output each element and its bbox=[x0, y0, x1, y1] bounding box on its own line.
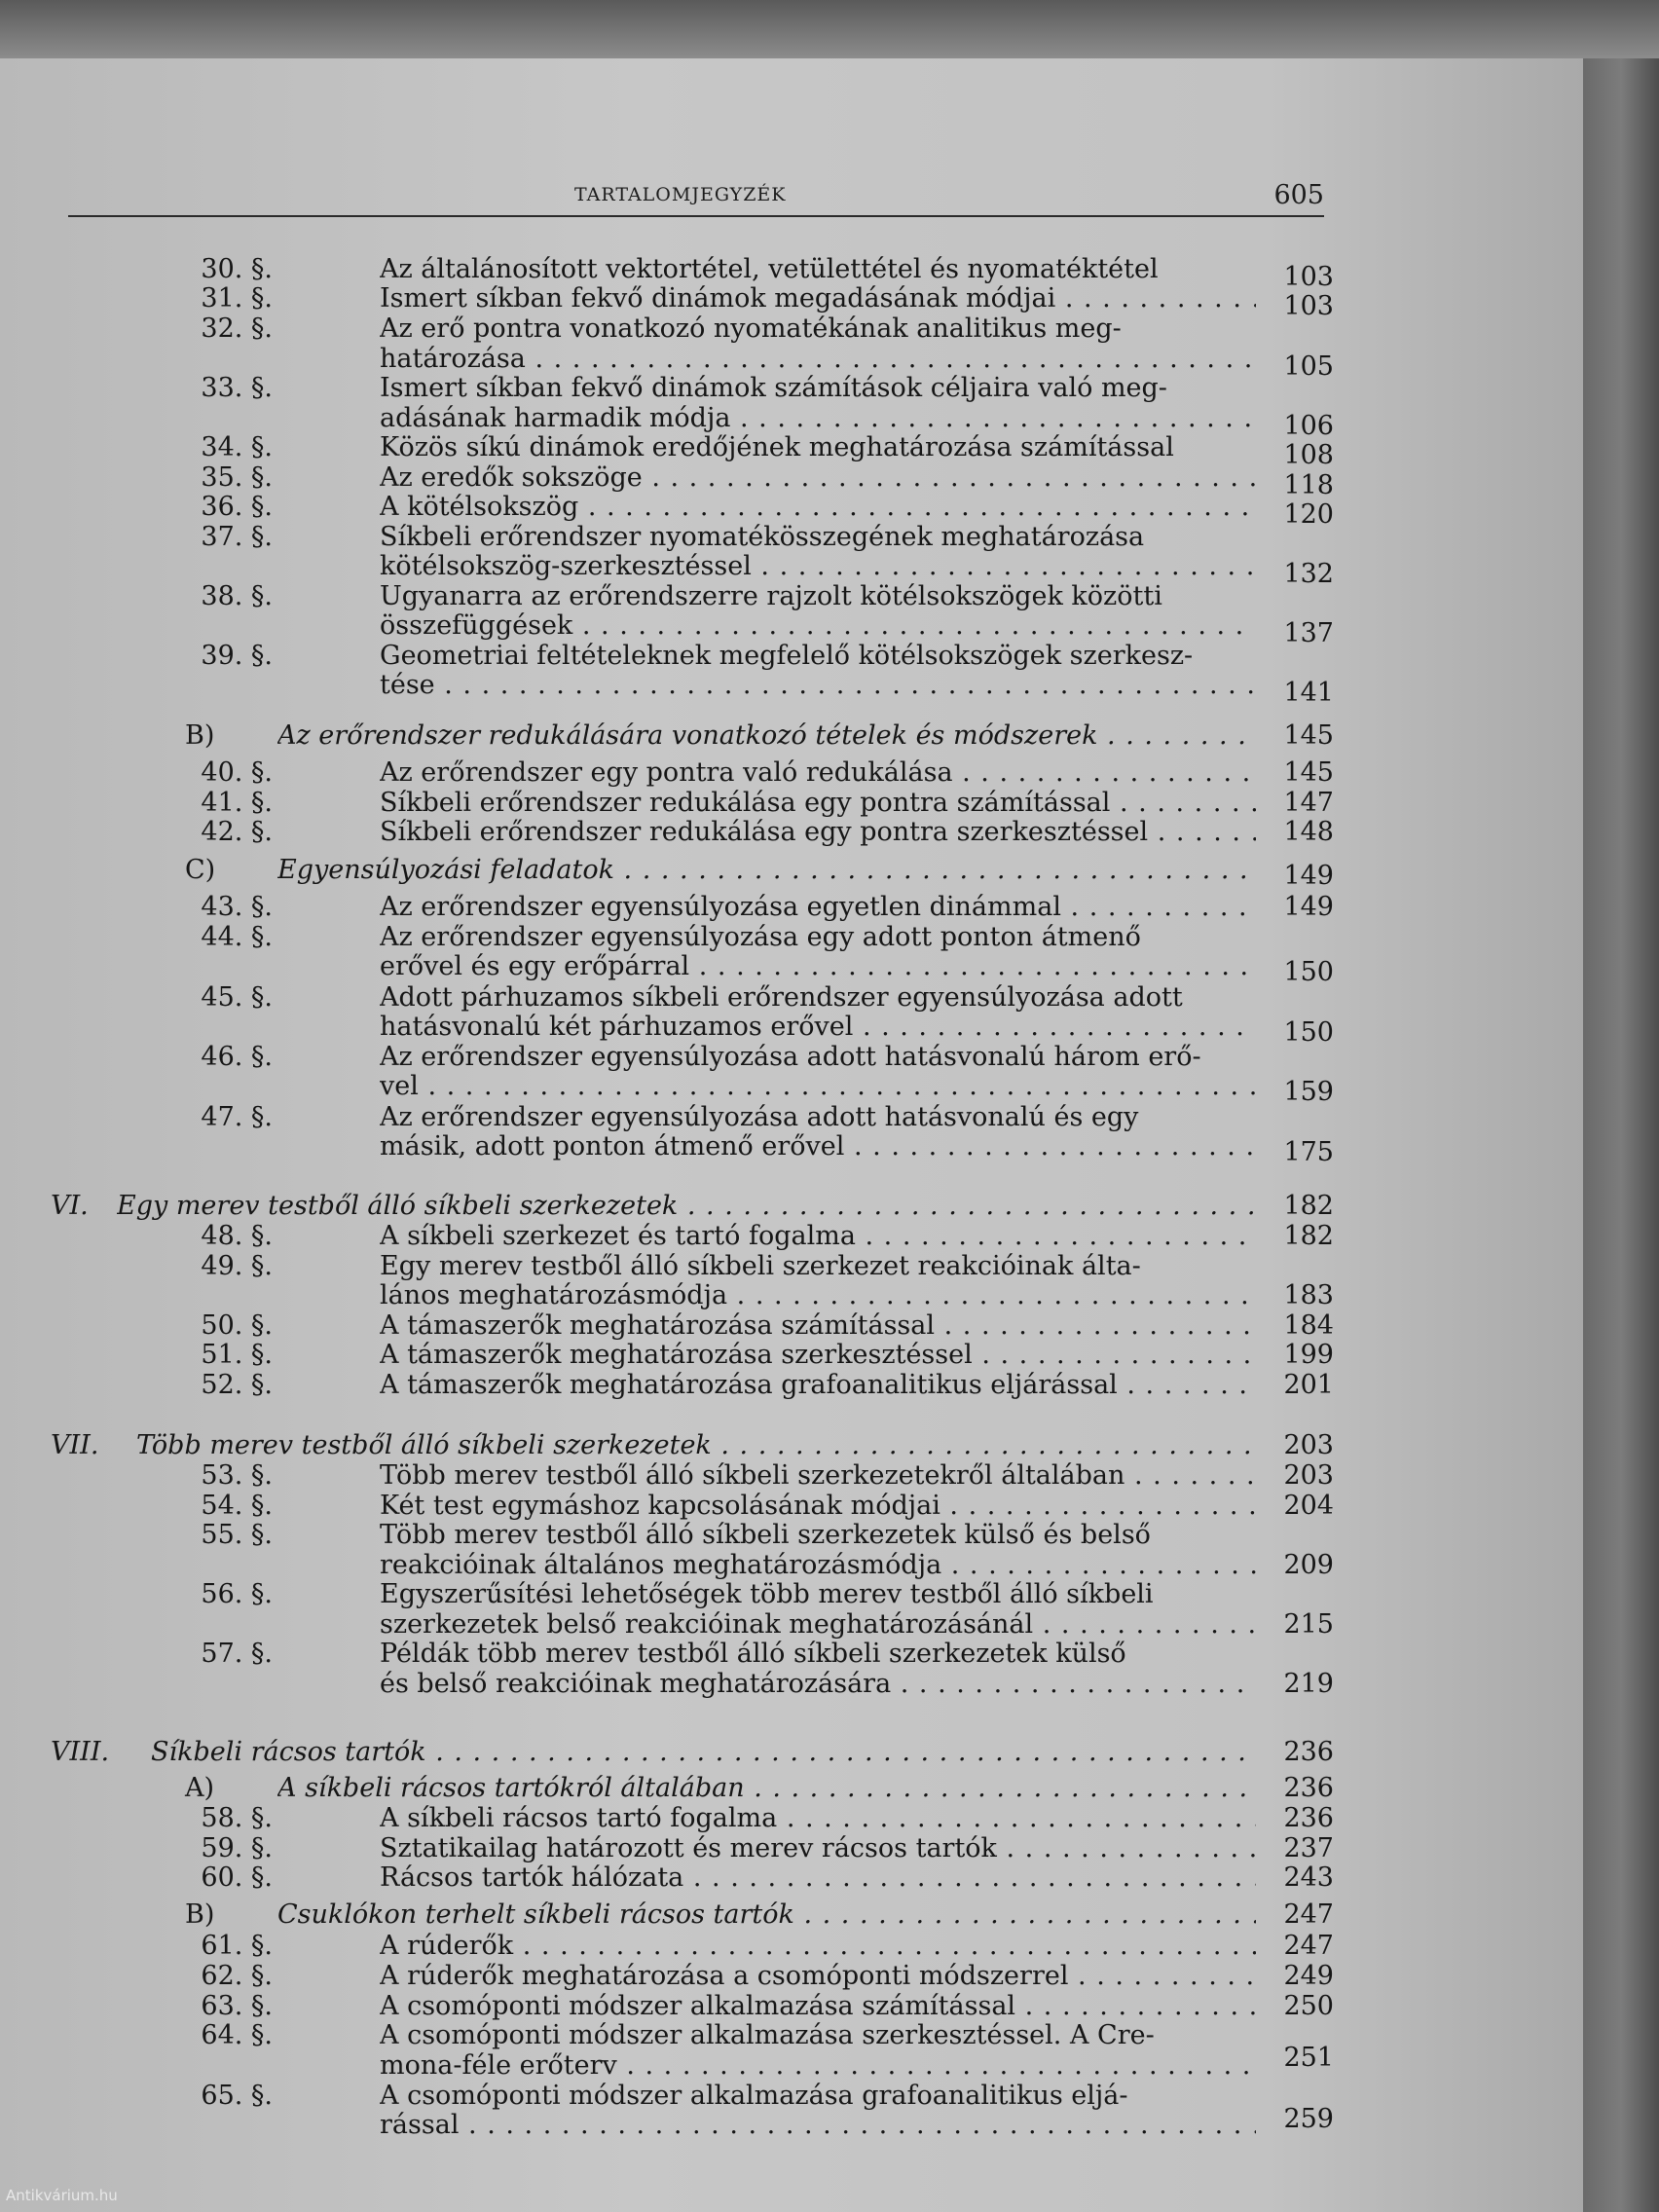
entry-page: 103 bbox=[1283, 262, 1334, 292]
entry-title: Egy merev testből álló síkbeli szerkezet reakcióinak álta- bbox=[380, 1251, 1141, 1281]
entry-number: 51. §. bbox=[201, 1340, 273, 1370]
entry-title: A támaszerők meghatározása számítással . . . bbox=[380, 1309, 1256, 1343]
entry-number: 30. §. bbox=[201, 254, 273, 284]
toc-section bbox=[39, 854, 1334, 891]
entry-title: Síkbeli erőrendszer nyomatékösszegének meghatározása bbox=[380, 522, 1145, 552]
entry-title: Az általánosított vektortétel, vetülettétel és nyomatéktétel bbox=[380, 254, 1159, 284]
entry-number: 39. §. bbox=[201, 641, 273, 671]
toc-entry bbox=[39, 2080, 1334, 2113]
toc-entry bbox=[39, 253, 1334, 292]
entry-number: 52. §. bbox=[201, 1370, 273, 1400]
toc-entry bbox=[39, 1309, 1334, 1343]
entry-title: A síkbeli szerkezet és tartó fogalma . . . bbox=[380, 1220, 1256, 1253]
entry-page: 204 bbox=[1283, 1491, 1334, 1521]
entry-number: 64. §. bbox=[201, 2020, 273, 2050]
toc-entry-continuation bbox=[39, 609, 1334, 648]
entry-page: 247 bbox=[1283, 1899, 1334, 1930]
toc-entry bbox=[39, 1339, 1334, 1372]
toc-entry bbox=[39, 1369, 1334, 1402]
toc-entry bbox=[39, 313, 1334, 346]
toc-entry bbox=[39, 1490, 1334, 1523]
toc-entry bbox=[39, 891, 1334, 924]
entry-title: Példák több merev testből álló síkbeli szerkezetek külső bbox=[380, 1639, 1126, 1669]
entry-title: rással . . . bbox=[380, 2109, 1256, 2142]
entry-number: 48. §. bbox=[201, 1221, 273, 1251]
toc-entry-continuation bbox=[39, 1130, 1334, 1167]
entry-number: 65. §. bbox=[201, 2081, 273, 2111]
entry-page: 219 bbox=[1283, 1669, 1334, 1699]
entry-number: 60. §. bbox=[201, 1862, 273, 1893]
toc-entry-continuation bbox=[39, 402, 1334, 441]
scan-edge bbox=[0, 0, 1659, 58]
entry-number: 57. §. bbox=[201, 1639, 273, 1669]
entry-title: Több merev testből álló síkbeli szerkezetek külső és belső bbox=[380, 1520, 1151, 1550]
entry-number: 31. §. bbox=[201, 283, 273, 313]
entry-title: Az erőrendszer egyensúlyozása adott hatásvonalú és egy bbox=[380, 1102, 1139, 1132]
entry-number: 32. §. bbox=[201, 313, 273, 344]
entry-title: A csomóponti módszer alkalmazása számítással . . . bbox=[380, 1990, 1256, 2023]
toc-entry-continuation bbox=[39, 1279, 1334, 1312]
entry-number: 42. §. bbox=[201, 817, 273, 847]
entry-page: 137 bbox=[1283, 618, 1334, 648]
entry-title: A támaszerők meghatározása grafoanalitikus eljárással . . . bbox=[380, 1369, 1256, 1402]
chapter-title: Több merev testből álló síkbeli szerkezetek . . . bbox=[136, 1429, 1256, 1462]
entry-title: A kötélsokszög . . . bbox=[380, 491, 1256, 524]
toc-entry bbox=[39, 431, 1334, 470]
entry-title: Ismert síkban fekvő dinámok számítások céljaira való meg- bbox=[380, 373, 1167, 403]
page-number: 605 bbox=[1273, 180, 1324, 210]
toc-chapter bbox=[39, 1736, 1334, 1769]
book-spine bbox=[1583, 58, 1659, 2212]
chapter-number: VII. bbox=[51, 1430, 99, 1460]
entry-page: 120 bbox=[1283, 499, 1334, 530]
section-title: A síkbeli rácsos tartókról általában . . . bbox=[277, 1772, 1256, 1805]
watermark: Antikvárium.hu bbox=[6, 2187, 118, 2204]
entry-title: hatásvonalú két párhuzamos erővel . . . bbox=[380, 1011, 1256, 1044]
entry-title: A rúderők . . . bbox=[380, 1930, 1256, 1963]
toc-entry bbox=[39, 521, 1334, 554]
entry-title: lános meghatározásmódja . . . bbox=[380, 1279, 1256, 1312]
toc-entry-continuation bbox=[39, 550, 1334, 589]
entry-page: 149 bbox=[1283, 861, 1334, 891]
toc-chapter bbox=[39, 1190, 1334, 1223]
entry-number: 40. §. bbox=[201, 757, 273, 788]
entry-page: 201 bbox=[1283, 1370, 1334, 1400]
entry-page: 105 bbox=[1283, 351, 1334, 382]
entry-title: erővel és egy erőpárral . . . bbox=[380, 950, 1256, 983]
entry-title: A támaszerők meghatározása szerkesztéssel . . . bbox=[380, 1339, 1256, 1372]
entry-page: 247 bbox=[1283, 1931, 1334, 1961]
entry-number: 58. §. bbox=[201, 1803, 273, 1833]
section-letter: C) bbox=[185, 855, 216, 885]
entry-page: 175 bbox=[1283, 1137, 1334, 1167]
toc-entry bbox=[39, 1862, 1334, 1895]
entry-page: 249 bbox=[1283, 1961, 1334, 1991]
entry-title: A csomóponti módszer alkalmazása szerkesztéssel. A Cre- bbox=[380, 2020, 1155, 2050]
section-title: Egyensúlyozási feladatok . . . bbox=[277, 854, 1256, 887]
entry-title: A csomóponti módszer alkalmazása grafoanalitikus eljá- bbox=[380, 2081, 1128, 2111]
entry-page: 141 bbox=[1283, 678, 1334, 708]
entry-page: 259 bbox=[1283, 2104, 1334, 2134]
running-title: TARTALOMJEGYZÉK bbox=[574, 184, 787, 205]
entry-page: 243 bbox=[1283, 1862, 1334, 1893]
entry-page: 250 bbox=[1283, 1991, 1334, 2021]
toc-entry bbox=[39, 1250, 1334, 1283]
toc-entry-continuation bbox=[39, 2104, 1334, 2142]
entry-title: szerkezetek belső reakcióinak meghatározásánál . . . bbox=[380, 1608, 1256, 1641]
toc-entry bbox=[39, 1638, 1334, 1671]
entry-title: Síkbeli erőrendszer redukálása egy pontra számítással . . . bbox=[380, 787, 1256, 820]
entry-page: 203 bbox=[1283, 1430, 1334, 1460]
entry-page: 215 bbox=[1283, 1609, 1334, 1640]
entry-page: 145 bbox=[1283, 757, 1334, 788]
toc-entry bbox=[39, 461, 1334, 500]
entry-page: 147 bbox=[1283, 788, 1334, 818]
entry-number: 61. §. bbox=[201, 1931, 273, 1961]
toc-entry-continuation bbox=[39, 1668, 1334, 1701]
entry-title: Két test egymáshoz kapcsolásának módjai . . . bbox=[380, 1490, 1256, 1523]
entry-number: 50. §. bbox=[201, 1310, 273, 1341]
entry-number: 54. §. bbox=[201, 1491, 273, 1521]
toc-entry-continuation bbox=[39, 1070, 1334, 1107]
toc-entry bbox=[39, 1220, 1334, 1253]
page-header bbox=[68, 180, 1324, 229]
entry-number: 36. §. bbox=[201, 492, 273, 522]
entry-title: Rácsos tartók hálózata . . . bbox=[380, 1862, 1256, 1895]
entry-title: Az erőrendszer egy pontra való redukálása . . . bbox=[380, 756, 1256, 790]
entry-number: 35. §. bbox=[201, 462, 273, 493]
toc-entry bbox=[39, 372, 1334, 405]
entry-title: Közös síkú dinámok eredőjének meghatározása számítással bbox=[380, 432, 1174, 462]
entry-number: 62. §. bbox=[201, 1961, 273, 1991]
toc-section bbox=[39, 719, 1334, 753]
toc-entry bbox=[39, 1041, 1334, 1074]
toc-entry bbox=[39, 491, 1334, 530]
header-rule bbox=[68, 215, 1324, 217]
chapter-number: VIII. bbox=[51, 1737, 110, 1767]
entry-page: 108 bbox=[1283, 440, 1334, 470]
entry-title: A síkbeli rácsos tartó fogalma . . . bbox=[380, 1802, 1256, 1835]
entry-number: 38. §. bbox=[201, 581, 273, 611]
entry-page: 203 bbox=[1283, 1460, 1334, 1491]
entry-title: Ugyanarra az erőrendszerre rajzolt kötélsokszögek közötti bbox=[380, 581, 1162, 611]
section-letter: B) bbox=[185, 1899, 215, 1930]
entry-page: 183 bbox=[1283, 1280, 1334, 1310]
entry-page: 236 bbox=[1283, 1803, 1334, 1833]
entry-number: 56. §. bbox=[201, 1579, 273, 1609]
entry-title: kötélsokszög-szerkesztéssel . . . bbox=[380, 550, 1256, 583]
toc-entry bbox=[39, 1990, 1334, 2023]
entry-page: 106 bbox=[1283, 411, 1334, 441]
entry-title: Az erőrendszer egyensúlyozása adott hatásvonalú három erő- bbox=[380, 1042, 1201, 1072]
toc-entry bbox=[39, 1578, 1334, 1611]
entry-title: Egyszerűsítési lehetőségek több merev testből álló síkbeli bbox=[380, 1579, 1154, 1609]
toc-entry bbox=[39, 1459, 1334, 1493]
entry-page: 182 bbox=[1283, 1191, 1334, 1221]
entry-title: mona-féle erőterv . . . bbox=[380, 2049, 1256, 2083]
toc-entry-continuation bbox=[39, 343, 1334, 382]
entry-page: 145 bbox=[1283, 720, 1334, 751]
entry-number: 45. §. bbox=[201, 982, 273, 1013]
entry-page: 132 bbox=[1283, 559, 1334, 589]
entry-title: tése . . . bbox=[380, 669, 1256, 702]
entry-title: Síkbeli erőrendszer redukálása egy pontra szerkesztéssel . . . bbox=[380, 816, 1256, 849]
toc-entry bbox=[39, 2019, 1334, 2052]
entry-page: 159 bbox=[1283, 1077, 1334, 1107]
toc-entry bbox=[39, 1519, 1334, 1552]
entry-number: 47. §. bbox=[201, 1102, 273, 1132]
entry-number: 46. §. bbox=[201, 1042, 273, 1072]
entry-number: 63. §. bbox=[201, 1991, 273, 2021]
entry-page: 184 bbox=[1283, 1310, 1334, 1341]
entry-title: Az erőrendszer egyensúlyozása egyetlen dinámmal . . . bbox=[380, 891, 1256, 924]
entry-number: 49. §. bbox=[201, 1251, 273, 1281]
toc-entry bbox=[39, 1101, 1334, 1134]
entry-page: 103 bbox=[1283, 291, 1334, 321]
entry-page: 237 bbox=[1283, 1833, 1334, 1863]
chapter-title: Síkbeli rácsos tartók . . . bbox=[151, 1736, 1256, 1769]
toc-entry bbox=[39, 282, 1334, 321]
section-letter: A) bbox=[185, 1773, 215, 1803]
toc-chapter bbox=[39, 1429, 1334, 1462]
entry-page: 236 bbox=[1283, 1737, 1334, 1767]
chapter-title: Egy merev testből álló síkbeli szerkezetek . . . bbox=[117, 1190, 1256, 1223]
entry-title: Adott párhuzamos síkbeli erőrendszer egyensúlyozása adott bbox=[380, 982, 1183, 1013]
toc-entry bbox=[39, 1960, 1334, 1993]
toc-entry bbox=[39, 640, 1334, 673]
entry-number: 34. §. bbox=[201, 432, 273, 462]
entry-page: 236 bbox=[1283, 1773, 1334, 1803]
entry-number: 55. §. bbox=[201, 1520, 273, 1550]
entry-number: 33. §. bbox=[201, 373, 273, 403]
entry-title: másik, adott ponton átmenő erővel . . . bbox=[380, 1130, 1256, 1163]
section-title: Az erőrendszer redukálására vonatkozó tételek és módszerek . . . bbox=[277, 719, 1256, 753]
entry-number: 43. §. bbox=[201, 892, 273, 922]
entry-page: 148 bbox=[1283, 817, 1334, 847]
toc-entry-continuation bbox=[39, 1011, 1334, 1048]
entry-page: 150 bbox=[1283, 1017, 1334, 1048]
entry-number: 44. §. bbox=[201, 922, 273, 952]
toc-entry-continuation bbox=[39, 669, 1334, 708]
entry-title: Ismert síkban fekvő dinámok megadásának módjai . . . bbox=[380, 282, 1256, 315]
toc-entry bbox=[39, 981, 1334, 1014]
entry-title: határozása . . . bbox=[380, 343, 1256, 376]
toc-entry bbox=[39, 1832, 1334, 1865]
toc-entry bbox=[39, 1802, 1334, 1835]
entry-page: 149 bbox=[1283, 892, 1334, 922]
entry-title: adásának harmadik módja . . . bbox=[380, 402, 1256, 435]
toc-section bbox=[39, 1772, 1334, 1805]
entry-number: 37. §. bbox=[201, 522, 273, 552]
section-letter: B) bbox=[185, 720, 215, 751]
entry-title: Az erő pontra vonatkozó nyomatékának analitikus meg- bbox=[380, 313, 1122, 344]
entry-page: 199 bbox=[1283, 1340, 1334, 1370]
toc-entry bbox=[39, 921, 1334, 954]
entry-title: Több merev testből álló síkbeli szerkezetekről általában . . . bbox=[380, 1459, 1256, 1493]
entry-page: 150 bbox=[1283, 957, 1334, 987]
chapter-number: VI. bbox=[51, 1191, 89, 1221]
toc-entry-continuation bbox=[39, 950, 1334, 987]
entry-title: összefüggések . . . bbox=[380, 609, 1256, 643]
entry-title: és belső reakcióinak meghatározására . . . bbox=[380, 1668, 1256, 1701]
entry-title: Sztatikailag határozott és merev rácsos tartók . . . bbox=[380, 1832, 1256, 1865]
entry-title: Az eredők sokszöge . . . bbox=[380, 461, 1256, 495]
entry-number: 53. §. bbox=[201, 1460, 273, 1491]
toc-entry-continuation bbox=[39, 2043, 1334, 2083]
toc-entry bbox=[39, 787, 1334, 820]
entry-page: 251 bbox=[1283, 2043, 1334, 2073]
entry-number: 59. §. bbox=[201, 1833, 273, 1863]
entry-title: A rúderők meghatározása a csomóponti módszerrel . . . bbox=[380, 1960, 1256, 1993]
entry-page: 182 bbox=[1283, 1221, 1334, 1251]
toc-section bbox=[39, 1899, 1334, 1932]
toc-entry-continuation bbox=[39, 1608, 1334, 1641]
entry-title: Geometriai feltételeknek megfelelő kötélsokszögek szerkesz- bbox=[380, 641, 1194, 671]
entry-title: Az erőrendszer egyensúlyozása egy adott ponton átmenő bbox=[380, 922, 1141, 952]
entry-page: 118 bbox=[1283, 470, 1334, 500]
toc-entry bbox=[39, 816, 1334, 849]
section-title: Csuklókon terhelt síkbeli rácsos tartók . . . bbox=[277, 1899, 1256, 1932]
toc-entry bbox=[39, 756, 1334, 790]
toc-entry-continuation bbox=[39, 1549, 1334, 1582]
entry-page: 209 bbox=[1283, 1550, 1334, 1580]
entry-title: vel . . . bbox=[380, 1070, 1256, 1103]
toc-entry bbox=[39, 580, 1334, 613]
entry-number: 41. §. bbox=[201, 788, 273, 818]
entry-title: reakcióinak általános meghatározásmódja . . . bbox=[380, 1549, 1256, 1582]
toc-entry bbox=[39, 1930, 1334, 1963]
